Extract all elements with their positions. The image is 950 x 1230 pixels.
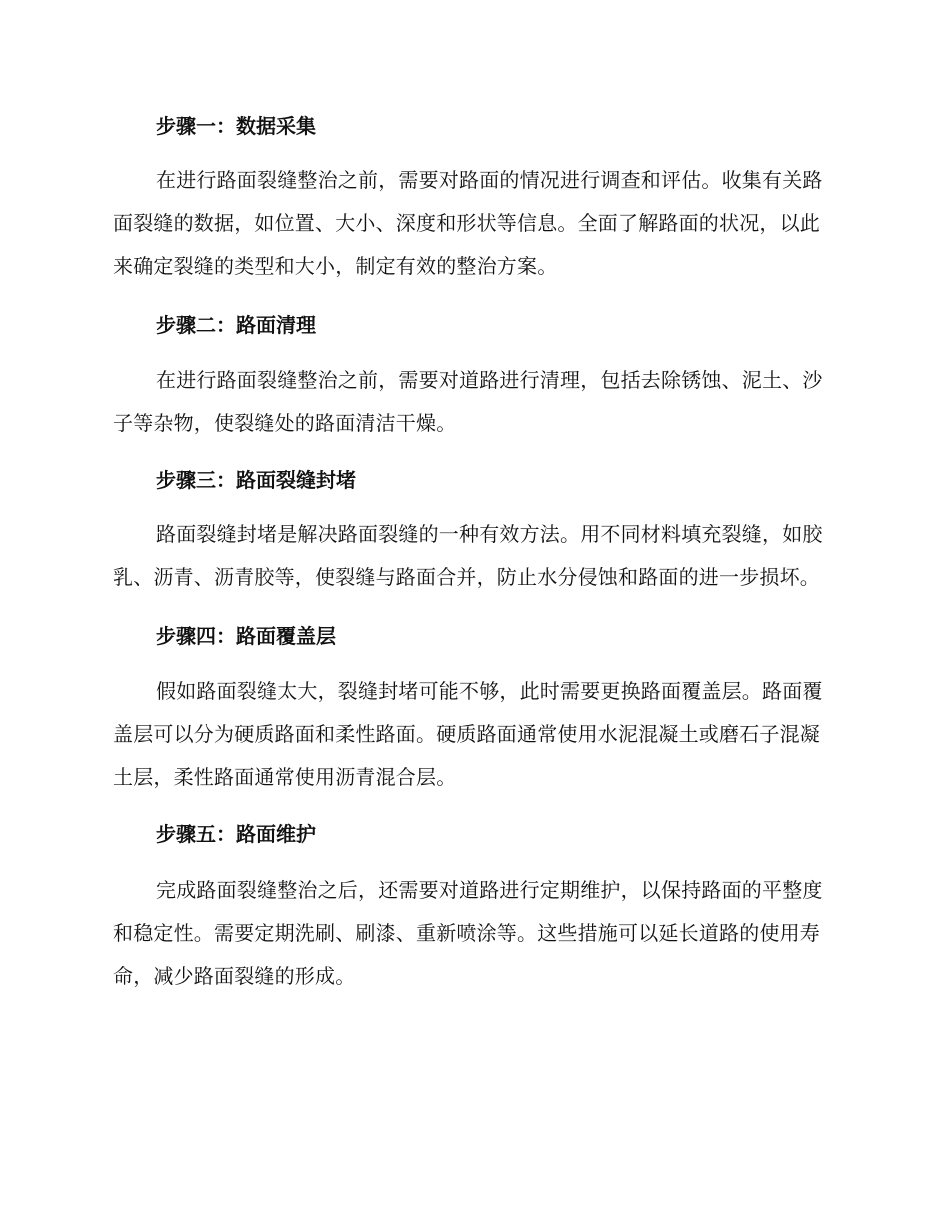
section-body-step-2: 在进行路面裂缝整治之前，需要对道路进行清理，包括去除锈蚀、泥土、沙子等杂物，使裂缝处的路面清洁干燥。 xyxy=(113,368,823,435)
section-heading-step-5: 步骤五：路面维护 xyxy=(156,822,316,846)
section-body-step-3: 路面裂缝封堵是解决路面裂缝的一种有效方法。用不同材料填充裂缝，如胶乳、沥青、沥青胶等，使裂缝与路面合并，防止水分侵蚀和路面的进一步损坏。 xyxy=(113,522,823,589)
section-body-step-4: 假如路面裂缝太大，裂缝封堵可能不够，此时需要更换路面覆盖层。路面覆盖层可以分为硬质路面和柔性路面。硬质路面通常使用水泥混凝土或磨石子混凝土层，柔性路面通常使用沥青混合层。 xyxy=(113,679,823,789)
section-heading-step-4: 步骤四：路面覆盖层 xyxy=(156,624,336,648)
section-body-step-5: 完成路面裂缝整治之后，还需要对道路进行定期维护，以保持路面的平整度和稳定性。需要定期洗刷、刷漆、重新喷涂等。这些措施可以延长道路的使用寿命，减少路面裂缝的形成。 xyxy=(113,878,823,988)
section-heading-step-1: 步骤一：数据采集 xyxy=(156,114,316,138)
section-body-step-1: 在进行路面裂缝整治之前，需要对路面的情况进行调查和评估。收集有关路面裂缝的数据，如位置、大小、深度和形状等信息。全面了解路面的状况，以此来确定裂缝的类型和大小，制定有效的整治方案。 xyxy=(113,168,823,278)
document-page xyxy=(113,106,831,998)
section-heading-step-3: 步骤三：路面裂缝封堵 xyxy=(156,468,356,492)
section-heading-step-2: 步骤二：路面清理 xyxy=(156,313,316,337)
